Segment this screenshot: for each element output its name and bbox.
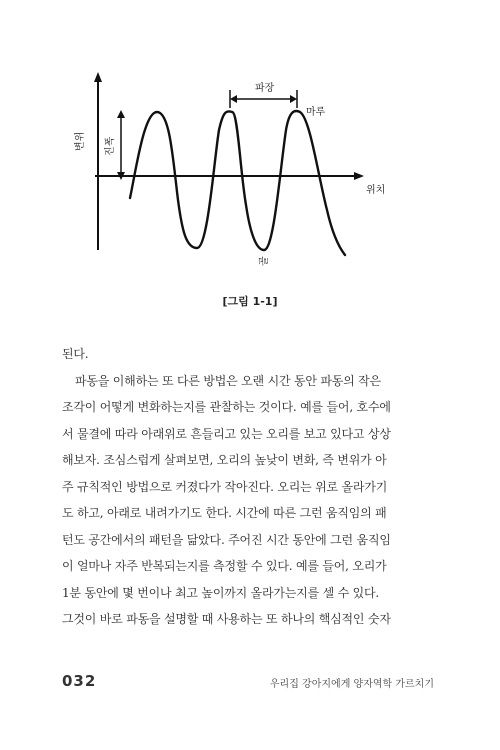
amplitude-arrowhead-top [117, 110, 125, 118]
body-text [62, 341, 434, 633]
position-label: 위치 [366, 185, 386, 196]
displacement-label: 변위 [75, 131, 86, 151]
vertical-axis-arrowhead [94, 72, 102, 82]
amplitude-label: 진폭 [105, 136, 116, 156]
horizontal-axis-arrowhead [354, 172, 364, 180]
running-title: 우리집 강아지에게 양자역학 가르치기 [269, 679, 434, 690]
paragraph-line: 서 물결에 따라 아래위로 흔들리고 있는 오리를 보고 있다고 상상 [62, 426, 391, 441]
paragraph-line: 그것이 바로 파동을 설명할 때 사용하는 또 하나의 핵심적인 숫자 [62, 612, 391, 626]
wavelength-arrowhead-right [290, 95, 297, 103]
paragraph-line: 조각이 어떻게 변화하는지를 관찰하는 것이다. 예를 들어, 호수에 [62, 400, 391, 414]
paragraph-line: 이 얼마나 자주 반복되는지를 측정할 수 있다. 예를 들어, 오리가 [62, 559, 387, 573]
paragraph-line: 턴도 공간에서의 패턴을 닮았다. 주어진 시간 동안에 그런 움직임 [62, 532, 391, 547]
paragraph-line: 1분 동안에 몇 번이나 최고 높이까지 올라가는지를 셀 수 있다. [62, 585, 379, 600]
paragraph-line: 해보자. 조심스럽게 살펴보면, 오리의 높낮이 변화, 즉 변위가 아 [62, 453, 387, 467]
crest-label: 마루 [306, 107, 326, 118]
paragraph-line: 주 규칙적인 방법으로 커졌다가 작아진다. 오리는 위로 올라가기 [62, 479, 388, 494]
wavelength-arrowhead-left [230, 95, 237, 103]
wavelength-label: 파장 [255, 83, 275, 94]
paragraph-line: 도 하고, 아래로 내려가기도 한다. 시간에 따른 그런 움직임의 패 [62, 506, 387, 520]
wave-curve [130, 111, 345, 255]
wave-figure [0, 0, 500, 290]
figure-caption: [그림 1-1] [222, 295, 278, 308]
trough-label: 골 [259, 256, 270, 266]
page-number: 032 [62, 672, 97, 690]
paragraph-line: 파동을 이해하는 또 다른 방법은 오랜 시간 동안 파동의 작은 [75, 373, 381, 388]
paragraph-line: 된다. [62, 347, 89, 361]
